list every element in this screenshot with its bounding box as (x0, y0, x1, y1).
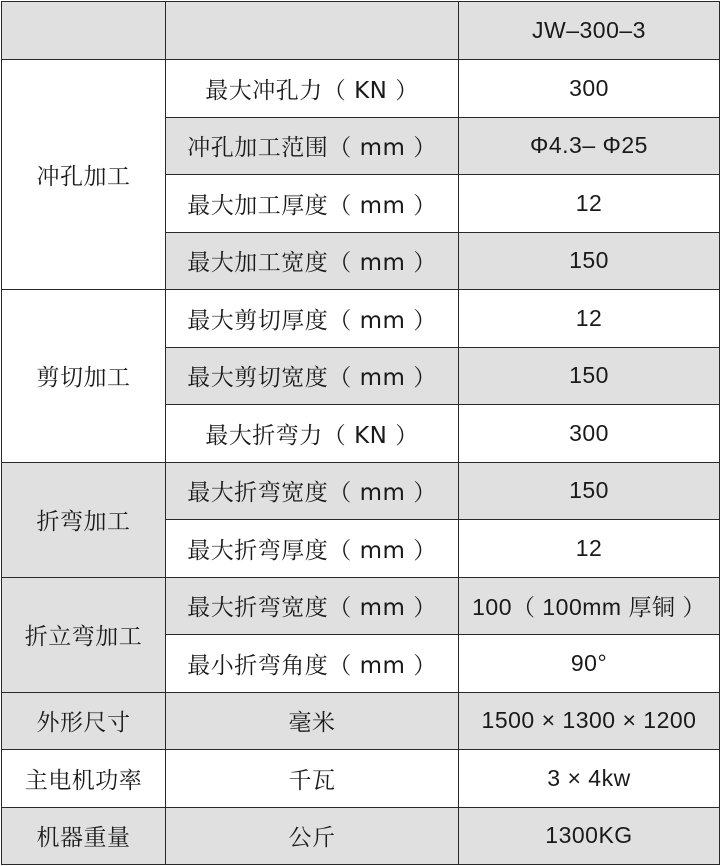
value-cell: 300 (459, 405, 720, 463)
table-row (2, 577, 720, 635)
value-cell: 300 (459, 60, 720, 118)
value-cell: 1500 × 1300 × 1200 (459, 692, 720, 750)
header-model-cell: JW–300–3 (459, 2, 720, 60)
category-cell: 外形尺寸 (2, 692, 166, 750)
value-cell: 12 (459, 175, 720, 233)
parameter-cell: 冲孔加工范围（ mm ） (166, 117, 459, 175)
parameter-cell: 最大折弯厚度（ mm ） (166, 520, 459, 578)
parameter-cell: 最大折弯宽度（ mm ） (166, 577, 459, 635)
value-cell: 100（ 100mm 厚铜 ） (459, 577, 720, 635)
value-cell: 3 × 4kw (459, 750, 720, 808)
category-cell: 主电机功率 (2, 750, 166, 808)
parameter-cell: 千瓦 (166, 750, 459, 808)
table-header-row (2, 2, 720, 60)
group-label-bending: 折弯加工 (2, 462, 166, 577)
parameter-cell: 最小折弯角度（ mm ） (166, 635, 459, 693)
parameter-cell: 最大剪切厚度（ mm ） (166, 290, 459, 348)
value-cell: 1300KG (459, 807, 720, 865)
table-row (2, 807, 720, 865)
parameter-cell: 最大折弯力（ KN ） (166, 405, 459, 463)
value-cell: 150 (459, 347, 720, 405)
table-row (2, 750, 720, 808)
table-row (2, 290, 720, 348)
parameter-cell: 最大冲孔力（ KN ） (166, 60, 459, 118)
table-row (2, 60, 720, 118)
table-row (2, 462, 720, 520)
parameter-cell: 公斤 (166, 807, 459, 865)
group-label-shearing: 剪切加工 (2, 290, 166, 463)
parameter-cell: 最大折弯宽度（ mm ） (166, 462, 459, 520)
header-category-cell (2, 2, 166, 60)
header-parameter-cell (166, 2, 459, 60)
value-cell: 150 (459, 232, 720, 290)
parameter-cell: 最大剪切宽度（ mm ） (166, 347, 459, 405)
parameter-cell: 毫米 (166, 692, 459, 750)
category-cell: 机器重量 (2, 807, 166, 865)
parameter-cell: 最大加工宽度（ mm ） (166, 232, 459, 290)
value-cell: 12 (459, 290, 720, 348)
value-cell: 90° (459, 635, 720, 693)
value-cell: 12 (459, 520, 720, 578)
group-label-vertical-bending: 折立弯加工 (2, 577, 166, 692)
spec-table (1, 1, 720, 865)
parameter-cell: 最大加工厚度（ mm ） (166, 175, 459, 233)
table-row (2, 692, 720, 750)
value-cell: 150 (459, 462, 720, 520)
value-cell: Φ4.3– Φ25 (459, 117, 720, 175)
group-label-punching: 冲孔加工 (2, 60, 166, 290)
